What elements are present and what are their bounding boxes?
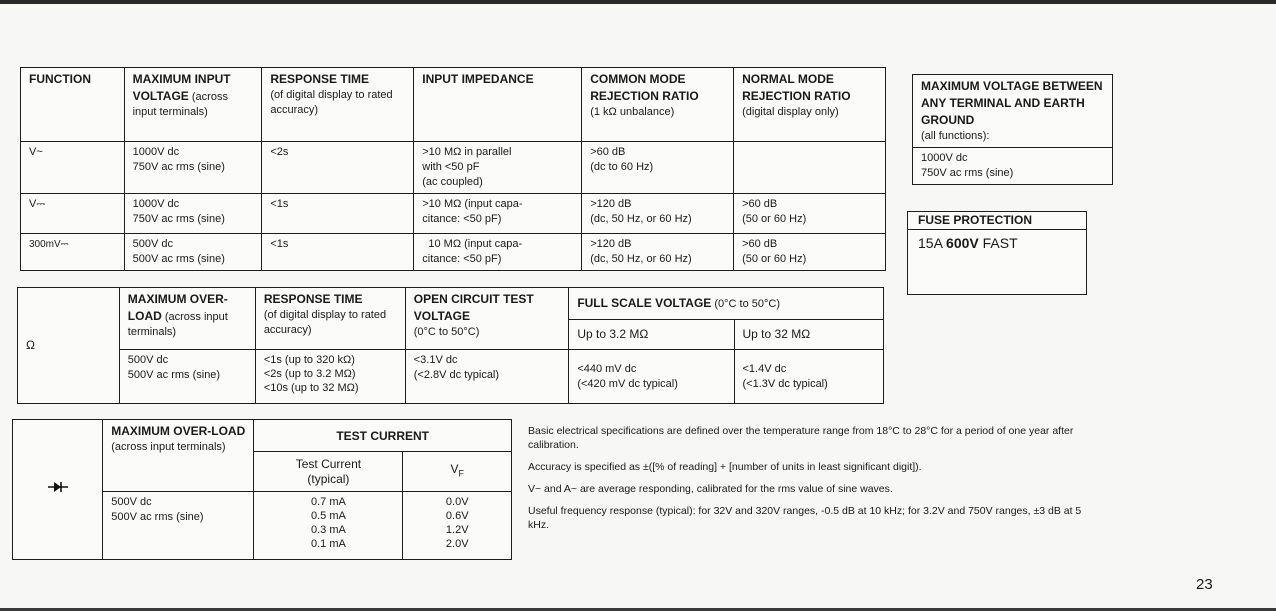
impedance-cell: 10 MΩ (input capa- citance: <50 pF)	[414, 234, 582, 271]
response-cell: <2s	[262, 142, 414, 194]
earth-ground-sub: (all functions):	[921, 130, 990, 142]
fsv1-cell: <440 mV dc (<420 mV dc typical)	[569, 350, 734, 404]
max-input-cell: 500V dc 500V ac rms (sine)	[124, 234, 262, 271]
note-paragraph: Basic electrical specifications are defined over the temperature range from 18°C to 28°C for a period of one year after calibration.	[528, 425, 1074, 451]
function-cell: 300mV⎓	[21, 234, 125, 271]
table-row	[21, 234, 886, 271]
page-number: 23	[1196, 576, 1213, 593]
response-cell: <1s	[262, 194, 414, 234]
table-row	[21, 142, 886, 194]
voltage-spec-table	[20, 67, 886, 271]
test-current-values: 0.7 mA 0.5 mA 0.3 mA 0.1 mA	[254, 492, 403, 560]
response-time-header: RESPONSE TIME (of digital display to rated accuracy)	[262, 68, 414, 142]
response-cell: <1s (up to 320 kΩ) <2s (up to 3.2 MΩ) <10s (up to 32 MΩ)	[255, 350, 405, 404]
cmrr-cell: >60 dB (dc to 60 Hz)	[582, 142, 734, 194]
vf-values: 0.0V 0.6V 1.2V 2.0V	[403, 492, 512, 560]
fsv-col-32-megohm: Up to 32 MΩ	[734, 320, 884, 350]
nmrr-cell	[734, 142, 886, 194]
vf-subheader: $V_F$	[403, 452, 512, 492]
open-circuit-header: OPEN CIRCUIT TEST VOLTAGE (0°C to 50°C)	[405, 288, 569, 350]
diode-icon	[48, 484, 68, 496]
diode-function-cell	[13, 420, 103, 560]
table-row	[21, 194, 886, 234]
nmrr-header: NORMAL MODE REJECTION RATIO (digital display only)	[734, 68, 886, 142]
full-scale-voltage-header: FULL SCALE VOLTAGE (0°C to 50°C)	[569, 288, 884, 320]
earth-ground-title: MAXIMUM VOLTAGE BETWEEN ANY TERMINAL AND EARTH GROUND	[921, 79, 1103, 127]
function-header: FUNCTION	[21, 68, 125, 142]
spec-notes	[528, 424, 1088, 540]
overload-cell: 500V dc 500V ac rms (sine)	[119, 350, 255, 404]
impedance-header: INPUT IMPEDANCE	[414, 68, 582, 142]
voltage-header-row	[21, 68, 886, 142]
function-cell: V~	[21, 142, 125, 194]
ohms-function-cell: Ω	[18, 288, 120, 404]
cmrr-header: COMMON MODE REJECTION RATIO (1 kΩ unbalance)	[582, 68, 734, 142]
max-input-header: MAXIMUM INPUT VOLTAGE (across input terminals)	[124, 68, 262, 142]
fsv2-cell: <1.4V dc (<1.3V dc typical)	[734, 350, 884, 404]
response-cell: <1s	[262, 234, 414, 271]
earth-ground-header	[913, 75, 1113, 148]
fuse-protection-box	[907, 211, 1087, 295]
nmrr-cell: >60 dB (50 or 60 Hz)	[734, 234, 886, 271]
ohms-spec-table	[17, 287, 884, 404]
diode-spec-table	[12, 419, 512, 560]
fsv-col-3-2-megohm: Up to 3.2 MΩ	[569, 320, 734, 350]
open-circuit-cell: <3.1V dc (<2.8V dc typical)	[405, 350, 569, 404]
fuse-title: FUSE PROTECTION	[908, 212, 1087, 230]
response-time-header: RESPONSE TIME (of digital display to rated accuracy)	[255, 288, 405, 350]
earth-ground-box	[912, 74, 1113, 185]
overload-cell: 500V dc 500V ac rms (sine)	[103, 492, 254, 560]
impedance-cell: >10 MΩ in parallel with <50 pF (ac coupled)	[414, 142, 582, 194]
max-input-cell: 1000V dc 750V ac rms (sine)	[124, 142, 262, 194]
page-top-edge	[0, 0, 1276, 4]
test-current-header: TEST CURRENT	[254, 420, 512, 452]
note-paragraph: V~ and A~ are average responding, calibrated for the rms value of sine waves.	[528, 483, 893, 495]
overload-header: MAXIMUM OVER-LOAD (across input terminals)	[103, 420, 254, 492]
note-paragraph: Useful frequency response (typical): for 32V and 320V ranges, -0.5 dB at 10 kHz; for 3.2V and 750V ranges, ±3 dB at 5 kHz.	[528, 505, 1082, 531]
max-input-cell: 1000V dc 750V ac rms (sine)	[124, 194, 262, 234]
function-cell: V⎓	[21, 194, 125, 234]
note-paragraph: Accuracy is specified as ±([% of reading] + [number of units in least significant digit]).	[528, 461, 922, 473]
test-current-subheader: Test Current (typical)	[254, 452, 403, 492]
cmrr-cell: >120 dB (dc, 50 Hz, or 60 Hz)	[582, 234, 734, 271]
overload-header: MAXIMUM OVER-LOAD (across input terminals)	[119, 288, 255, 350]
impedance-cell: >10 MΩ (input capa- citance: <50 pF)	[414, 194, 582, 234]
fuse-value: 15A 600V FAST	[908, 230, 1087, 295]
cmrr-cell: >120 dB (dc, 50 Hz, or 60 Hz)	[582, 194, 734, 234]
earth-ground-value: 1000V dc 750V ac rms (sine)	[913, 148, 1113, 185]
nmrr-cell: >60 dB (50 or 60 Hz)	[734, 194, 886, 234]
